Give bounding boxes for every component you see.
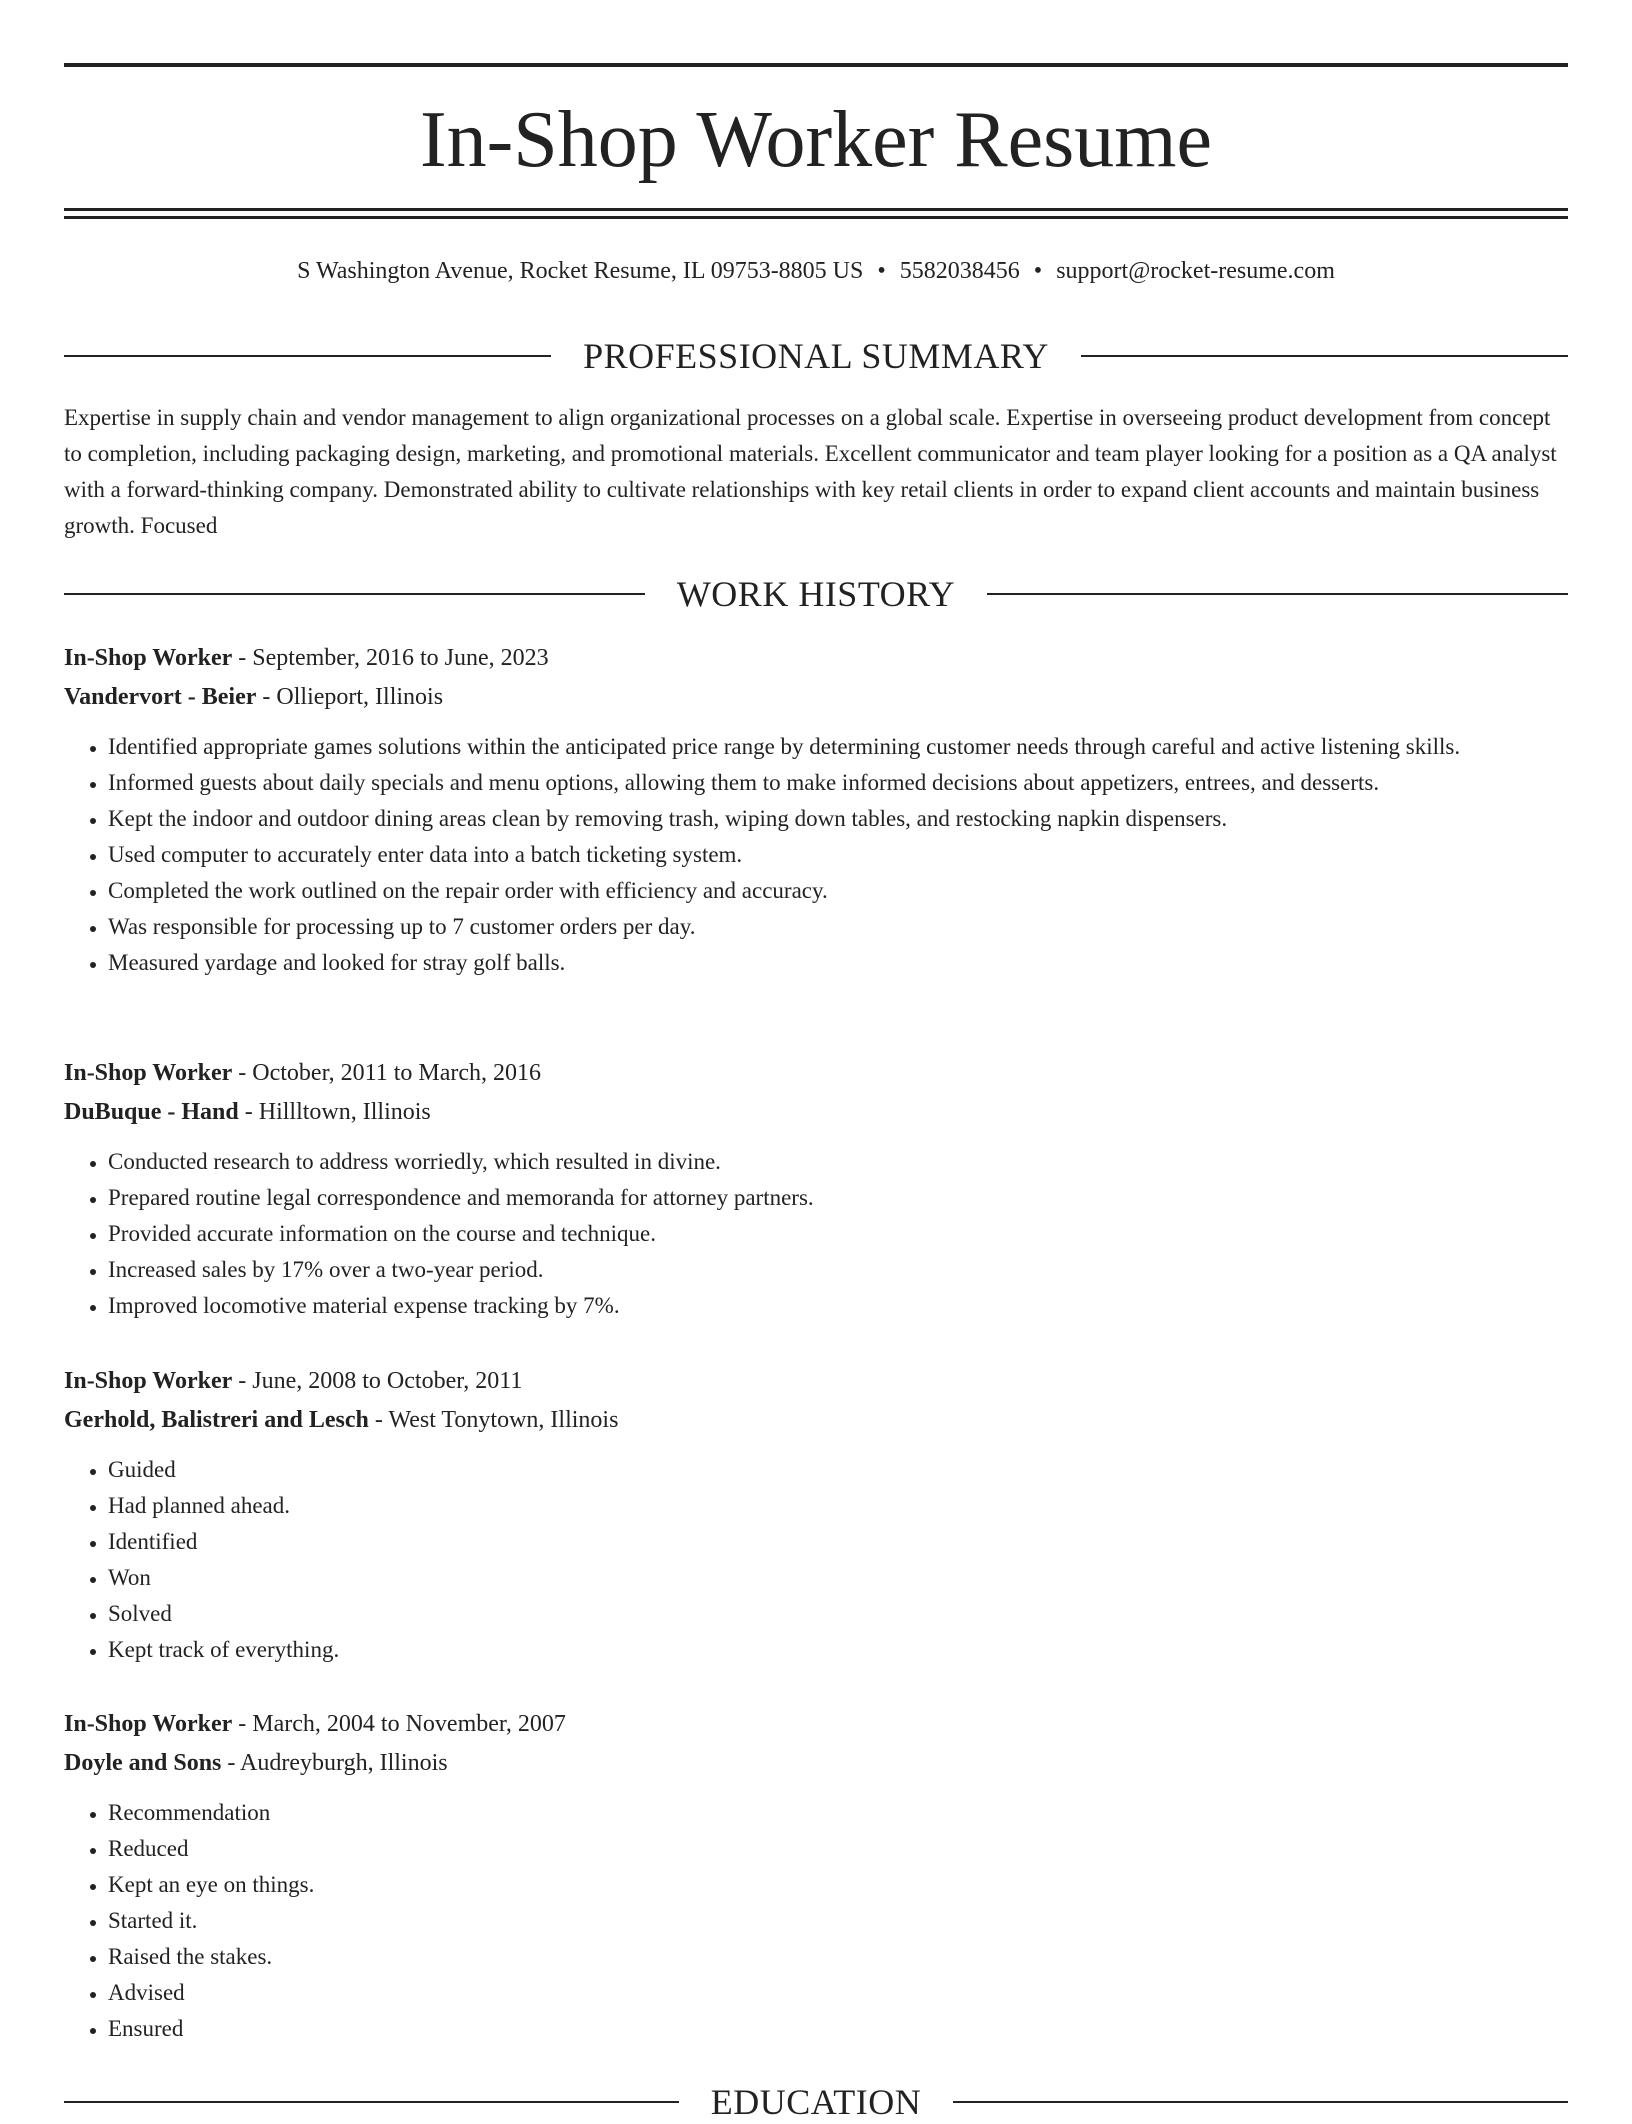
job-bullet: • Completed the work outlined on the repair order with efficiency and accuracy. bbox=[108, 873, 1568, 909]
job-company: DuBuque - Hand bbox=[64, 1099, 239, 1125]
job-location: - Audreyburgh, Illinois bbox=[221, 1750, 448, 1776]
job-entry-3 bbox=[64, 1362, 1568, 1668]
resume-title: In-Shop Worker Resume bbox=[420, 96, 1212, 184]
job-bullet: • Kept track of everything. bbox=[108, 1632, 1568, 1668]
job-title: In-Shop Worker bbox=[64, 645, 233, 671]
title-rule-lower bbox=[64, 216, 1568, 219]
work-history-heading bbox=[64, 572, 1568, 616]
job-dates: - September, 2016 to June, 2023 bbox=[232, 645, 549, 671]
job-bullet: • Had planned ahead. bbox=[108, 1488, 1568, 1524]
contact-email: support@rocket-resume.com bbox=[1056, 258, 1335, 284]
contact-line bbox=[64, 254, 1568, 288]
job-company: Vandervort - Beier bbox=[64, 684, 257, 710]
job-bullet: • Recommendation bbox=[108, 1795, 1568, 1831]
job-title-line bbox=[64, 639, 1568, 678]
job-bullet: • Started it. bbox=[108, 1903, 1568, 1939]
job-bullet: • Ensured bbox=[108, 2011, 1568, 2047]
job-bullet: • Guided bbox=[108, 1452, 1568, 1488]
job-bullet: • Prepared routine legal correspondence and memoranda for attorney partners. bbox=[108, 1180, 1568, 1216]
job-dates: - March, 2004 to November, 2007 bbox=[232, 1711, 566, 1737]
job-location: - West Tonytown, Illinois bbox=[368, 1407, 619, 1433]
job-title: In-Shop Worker bbox=[64, 1711, 233, 1737]
job-dates: - June, 2008 to October, 2011 bbox=[232, 1368, 523, 1394]
job-title-line bbox=[64, 1054, 1568, 1093]
job-entry-4 bbox=[64, 1705, 1568, 2047]
job-bullet: • Reduced bbox=[108, 1831, 1568, 1867]
job-title: In-Shop Worker bbox=[64, 1060, 233, 1086]
job-location: - Ollieport, Illinois bbox=[256, 684, 444, 710]
work-history-heading-label: WORK HISTORY bbox=[676, 574, 956, 614]
job-company: Doyle and Sons bbox=[64, 1750, 222, 1776]
contact-address: S Washington Avenue, Rocket Resume, IL 09753-8805 US bbox=[297, 258, 864, 284]
contact-separator: • bbox=[877, 258, 886, 284]
job-bullet: • Solved bbox=[108, 1596, 1568, 1632]
job-company-line bbox=[64, 678, 1568, 717]
heading-rule-right bbox=[953, 2101, 1568, 2103]
heading-rule-left bbox=[64, 2101, 679, 2103]
heading-rule-left bbox=[64, 355, 551, 357]
contact-phone: 5582038456 bbox=[899, 258, 1020, 284]
job-company-line bbox=[64, 1401, 1568, 1440]
job-bullet: • Measured yardage and looked for stray golf balls. bbox=[108, 945, 1568, 981]
job-bullet: • Identified appropriate games solutions within the anticipated price range by determining customer needs through careful and active listening skills. bbox=[108, 729, 1568, 765]
job-bullets bbox=[64, 729, 1568, 981]
job-company-line bbox=[64, 1744, 1568, 1783]
job-dates: - October, 2011 to March, 2016 bbox=[232, 1060, 542, 1086]
job-entry-2 bbox=[64, 1054, 1568, 1324]
job-company: Gerhold, Balistreri and Lesch bbox=[64, 1407, 369, 1433]
summary-heading-label: PROFESSIONAL SUMMARY bbox=[583, 336, 1049, 376]
job-bullet: • Won bbox=[108, 1560, 1568, 1596]
summary-heading bbox=[64, 334, 1568, 378]
summary-text: Expertise in supply chain and vendor management to align organizational processes on a global scale. Expertise in overseeing product development from concept to completion, including packaging design, marketing, and promotional materials. Excellent communicator and team player looking for a position as a QA analyst with a forward-thinking company. Demonstrated ability to cultivate relationships with key retail clients in order to expand client accounts and maintain business growth. Focused bbox=[64, 405, 1557, 538]
heading-rule-right bbox=[987, 593, 1568, 595]
job-bullet: • Advised bbox=[108, 1975, 1568, 2011]
job-bullet: • Provided accurate information on the course and technique. bbox=[108, 1216, 1568, 1252]
job-bullet: • Identified bbox=[108, 1524, 1568, 1560]
job-bullets bbox=[64, 1452, 1568, 1668]
job-title-line bbox=[64, 1705, 1568, 1744]
job-location: - Hillltown, Illinois bbox=[238, 1099, 431, 1125]
heading-rule-left bbox=[64, 593, 645, 595]
job-bullets bbox=[64, 1795, 1568, 2047]
job-bullet: • Kept an eye on things. bbox=[108, 1867, 1568, 1903]
job-bullet: • Increased sales by 17% over a two-year period. bbox=[108, 1252, 1568, 1288]
education-heading bbox=[64, 2080, 1568, 2124]
job-bullet: • Raised the stakes. bbox=[108, 1939, 1568, 1975]
job-bullet: • Improved locomotive material expense tracking by 7%. bbox=[108, 1288, 1568, 1324]
job-title: In-Shop Worker bbox=[64, 1368, 233, 1394]
job-title-line bbox=[64, 1362, 1568, 1401]
job-bullets bbox=[64, 1144, 1568, 1324]
job-bullet: • Conducted research to address worriedly, which resulted in divine. bbox=[108, 1144, 1568, 1180]
education-heading-label: EDUCATION bbox=[710, 2082, 922, 2122]
title-rule-upper bbox=[64, 208, 1568, 211]
job-bullet: • Kept the indoor and outdoor dining areas clean by removing trash, wiping down tables, and restocking napkin dispensers. bbox=[108, 801, 1568, 837]
job-bullet: • Was responsible for processing up to 7 customer orders per day. bbox=[108, 909, 1568, 945]
top-rule bbox=[64, 63, 1568, 67]
job-bullet: • Informed guests about daily specials and menu options, allowing them to make informed decisions about appetizers, entrees, and desserts. bbox=[108, 765, 1568, 801]
job-company-line bbox=[64, 1093, 1568, 1132]
heading-rule-right bbox=[1081, 355, 1568, 357]
job-bullet: • Used computer to accurately enter data into a batch ticketing system. bbox=[108, 837, 1568, 873]
job-entry-1 bbox=[64, 639, 1568, 981]
contact-separator: • bbox=[1033, 258, 1043, 284]
